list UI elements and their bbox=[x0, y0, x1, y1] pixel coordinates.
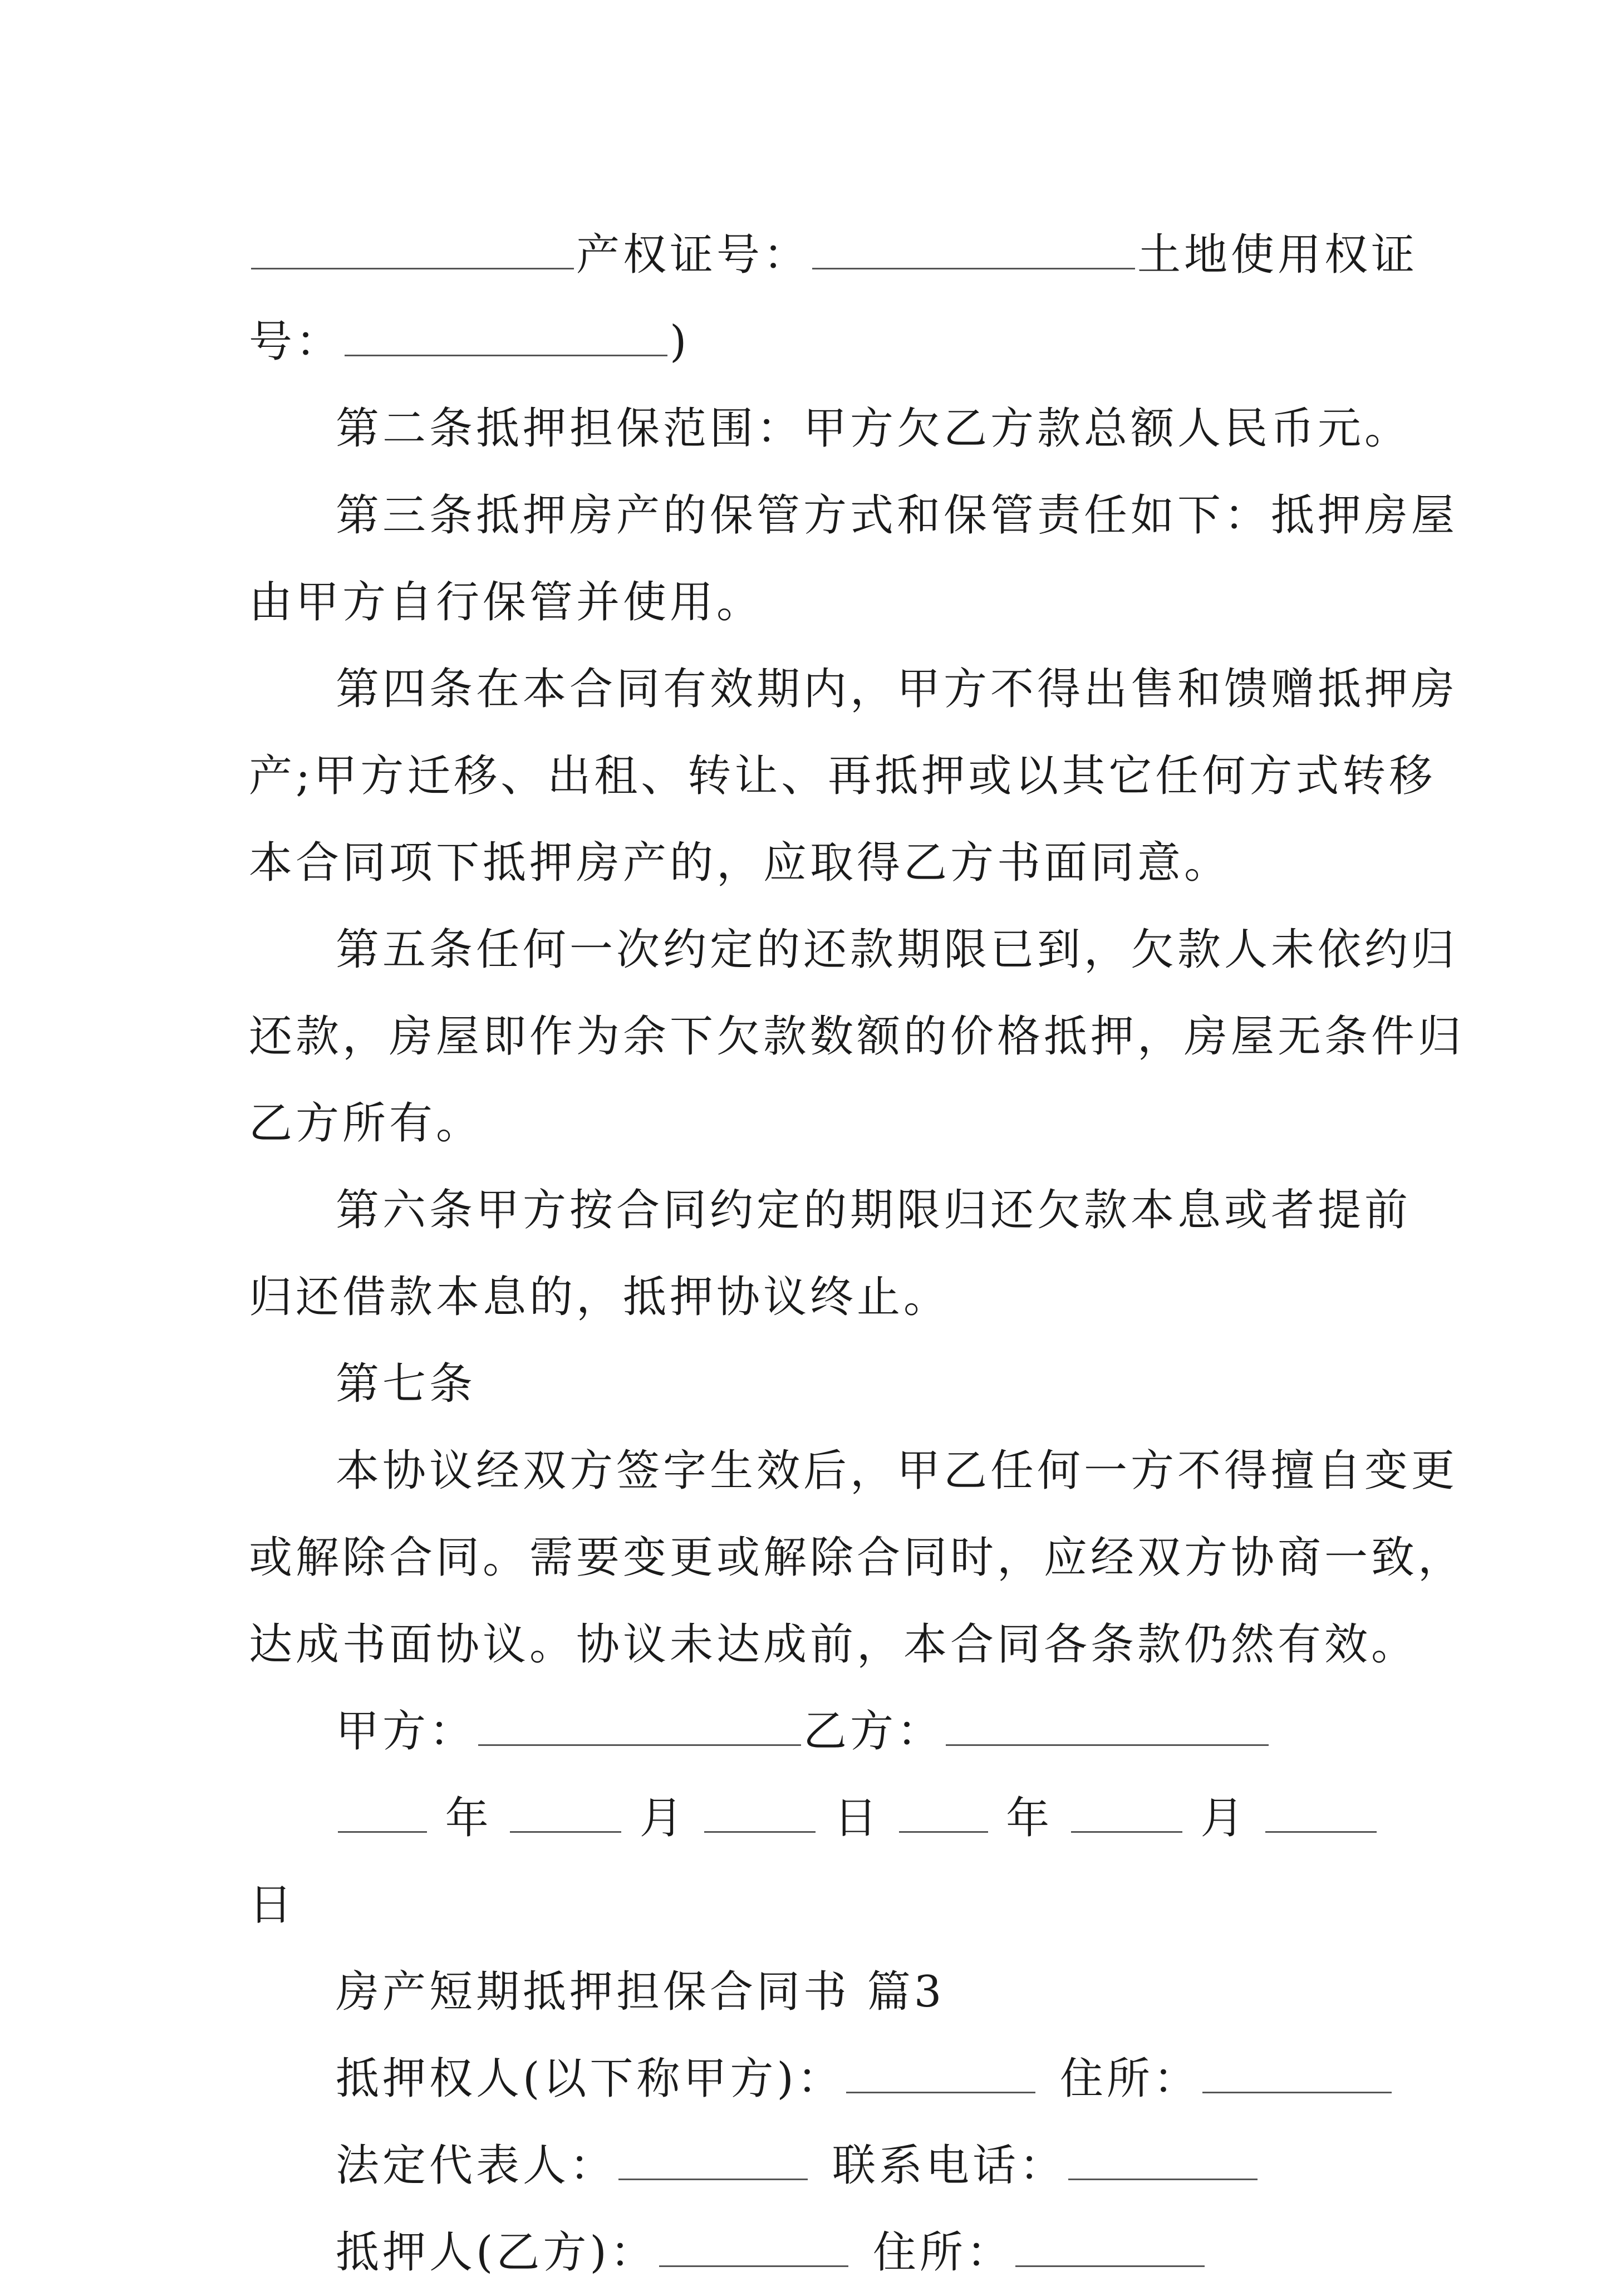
land-cert-number-line bbox=[249, 298, 1379, 385]
legal-rep-line bbox=[249, 2122, 1379, 2209]
mortgagor-field[interactable] bbox=[659, 2225, 848, 2267]
legal-rep-field[interactable] bbox=[618, 2138, 808, 2180]
article-7-line-2: 或解除合同。需要变更或解除合同时，应经双方协商一致， bbox=[249, 1533, 1465, 1583]
article-6-line-2: 归还借款本息的，抵押协议终止。 bbox=[249, 1272, 951, 1322]
contract-page bbox=[249, 212, 1465, 2296]
article-5-line-3: 乙方所有。 bbox=[249, 1098, 483, 1149]
address-label: 住所： bbox=[1059, 2054, 1200, 2104]
article-5-line-2: 还款，房屋即作为余下欠款数额的价格抵押，房屋无条件归 bbox=[249, 1012, 1465, 1062]
closing-paren: ) bbox=[670, 317, 690, 367]
article-4-line-2: 产;甲方迁移、出租、转让、再抵押或以其它任何方式转移 bbox=[249, 751, 1436, 801]
mortgagor-line bbox=[249, 2209, 1379, 2296]
blank-field[interactable] bbox=[345, 315, 667, 356]
blank-field[interactable] bbox=[812, 228, 1135, 269]
article-5-line-1: 第五条任何一次约定的还款期限已到，欠款人未依约归 bbox=[336, 925, 1458, 975]
property-cert-line bbox=[249, 212, 1418, 298]
year-label: 年 bbox=[990, 1793, 1069, 1843]
month-field-b[interactable] bbox=[1071, 1791, 1182, 1833]
signature-line bbox=[249, 1688, 1379, 1775]
number-label: 号： bbox=[249, 317, 343, 367]
mortgagor-label: 抵押人(乙方)： bbox=[336, 2228, 657, 2278]
party-b-signature-field[interactable] bbox=[946, 1704, 1269, 1746]
party-a-label: 甲方： bbox=[336, 1706, 477, 1757]
month-field-a[interactable] bbox=[510, 1791, 621, 1833]
section-title: 房产短期抵押担保合同书 篇3 bbox=[336, 1967, 945, 2017]
day-label: 日 bbox=[818, 1793, 897, 1843]
year-field-a[interactable] bbox=[338, 1791, 427, 1833]
legal-rep-label: 法定代表人： bbox=[336, 2141, 617, 2191]
party-b-label: 乙方： bbox=[803, 1706, 944, 1757]
article-4-line-3: 本合同项下抵押房产的，应取得乙方书面同意。 bbox=[249, 838, 1231, 888]
mortgagor-address-field[interactable] bbox=[1015, 2225, 1205, 2267]
article-3-line-1: 第三条抵押房产的保管方式和保管责任如下：抵押房屋 bbox=[336, 490, 1458, 541]
blank-field[interactable] bbox=[251, 228, 574, 269]
article-6-line-1: 第六条甲方按合同约定的期限归还欠款本息或者提前 bbox=[336, 1185, 1412, 1235]
phone-field[interactable] bbox=[1068, 2138, 1258, 2180]
article-7-heading: 第七条 bbox=[336, 1359, 477, 1409]
article-2: 第二条抵押担保范围：甲方欠乙方款总额人民币元。 bbox=[336, 404, 1412, 454]
article-4-line-1: 第四条在本合同有效期内，甲方不得出售和馈赠抵押房 bbox=[336, 664, 1458, 714]
address-label: 住所： bbox=[872, 2228, 1013, 2278]
mortgagee-line bbox=[249, 2035, 1379, 2122]
month-label: 月 bbox=[1184, 1793, 1263, 1843]
article-7-line-3: 达成书面协议。协议未达成前，本合同各条款仍然有效。 bbox=[249, 1620, 1418, 1670]
day-field-a[interactable] bbox=[704, 1791, 816, 1833]
mortgagee-field[interactable] bbox=[846, 2052, 1035, 2093]
mortgagee-label: 抵押权人(以下称甲方)： bbox=[336, 2054, 844, 2104]
article-3-line-2: 由甲方自行保管并使用。 bbox=[249, 577, 764, 627]
year-field-b[interactable] bbox=[899, 1791, 988, 1833]
month-label: 月 bbox=[623, 1793, 703, 1843]
date-line bbox=[249, 1775, 1379, 1862]
date-day-wrap: 日 bbox=[249, 1880, 296, 1930]
year-label: 年 bbox=[429, 1793, 508, 1843]
land-cert-label: 土地使用权证 bbox=[1137, 230, 1418, 280]
phone-label: 联系电话： bbox=[832, 2141, 1067, 2191]
article-7-line-1: 本协议经双方签字生效后，甲乙任何一方不得擅自变更 bbox=[336, 1446, 1458, 1496]
property-cert-label: 产权证号： bbox=[576, 230, 811, 280]
day-field-b[interactable] bbox=[1265, 1791, 1377, 1833]
party-a-signature-field[interactable] bbox=[478, 1704, 801, 1746]
mortgagee-address-field[interactable] bbox=[1202, 2052, 1392, 2093]
